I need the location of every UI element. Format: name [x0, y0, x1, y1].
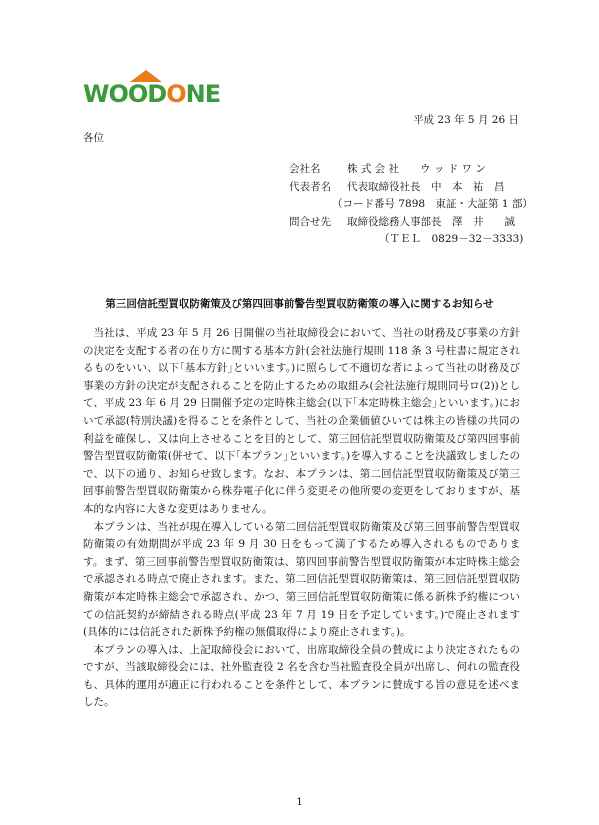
- logo-text-c: NE: [185, 80, 221, 108]
- company-label: 会社名: [289, 163, 321, 175]
- representative-row: [289, 179, 533, 197]
- company-value: 株 式 会 社 ウ ッ ド ワ ン: [347, 163, 486, 175]
- document-title: 第三回信託型買収防衛策及び第四回事前警告型買収防衛策の導入に関するお知らせ: [105, 298, 494, 310]
- contact-row: [289, 214, 533, 232]
- page-number: 1: [296, 797, 303, 808]
- body-paragraph-2: 本プランは、当社が現在導入している第二回信託型買収防衛策及び第三回事前警告型買収防衛策の有効期間が平成 23 年 9 月 30 日をもって満了するため導入されるものであります。まず、第三回事前警告型買収防衛策は、第四回事前警告型買収防衛策が本定時株主総会で承認される時点で廃止されます。また、第二回信託型買収防衛策は、第三回信託型買収防衛策が本定時株主総会で承認され、かつ、第三回信託型買収防衛策に係る新株予約権についての信託契約が締結される時点(平成 23 年 7 月 19 日を予定しています。)で廃止されます(具体的には信託された新株予約権の無償取得により廃止されます。)。: [83, 520, 520, 639]
- logo-wordmark: [83, 80, 220, 108]
- document-date: 平成 23 年 5 月 26 日: [413, 114, 519, 126]
- representative-value: 代表取締役社長 中 本 祐 昌: [347, 180, 505, 193]
- company-row: [289, 161, 533, 179]
- body-paragraph-1: 当社は、平成 23 年 5 月 26 日開催の当社取締役会において、当社の財務及び事業の方針の決定を支配する者の在り方に関する基本方針(会社法施行規則 118 条 3 号柱書に規定されるものをいい、以下｢基本方針｣といいます。)に照らして不適切な者によって当社の財務及び事業の方針の決定が支配されることを防止するための取組み(会社法施行規則同号ロ(2))として、平成 23 年 6 月 29 日開催予定の定時株主総会(以下｢本定時株主総会｣といいます。)において承認(特別決議)を得ることを条件として、当社の企業価値ひいては株主の皆様の共同の利益を確保し、又は向上させることを目的として、第三回信託型買収防衛策及び第四回事前警告型買収防衛策(併せて、以下｢本プラン｣といいます。)を導入することを決議致しましたので、以下の通り、お知らせ致します。なお、本プランは、第二回信託型買収防衛策及び第三回事前警告型買収防衛策から株券電子化に伴う変更その他所要の変更をしておりますが、基本的な内容に大きな変更はありません。: [83, 327, 520, 515]
- stock-code-line: （コード番号 7898 東証・大証第 1 部）: [332, 198, 533, 210]
- tel-line: （ＴＥＬ 0829－32－3333): [379, 233, 524, 245]
- sender-block: [289, 161, 533, 249]
- contact-value: 取締役総務人事部長 澤 井 誠: [347, 215, 515, 228]
- document-body: [83, 325, 520, 712]
- logo-text-a: WOOD: [83, 80, 167, 108]
- addressee: 各位: [83, 132, 104, 144]
- code-row: [289, 196, 533, 214]
- company-logo: [83, 70, 221, 108]
- contact-label: 問合せ先: [289, 215, 331, 228]
- tel-row: [289, 231, 533, 249]
- logo-text-b: O: [166, 80, 186, 108]
- representative-label: 代表者名: [289, 180, 331, 193]
- body-paragraph-3: 本プランの導入は、上記取締役会において、出席取締役全員の賛成により決定されたものですが、当該取締役会には、社外監査役 2 名を含む当社監査役全員が出席し、何れの監査役も、具体的運用が適正に行われることを条件として、本プランに賛成する旨の意見を述べました。: [83, 643, 520, 709]
